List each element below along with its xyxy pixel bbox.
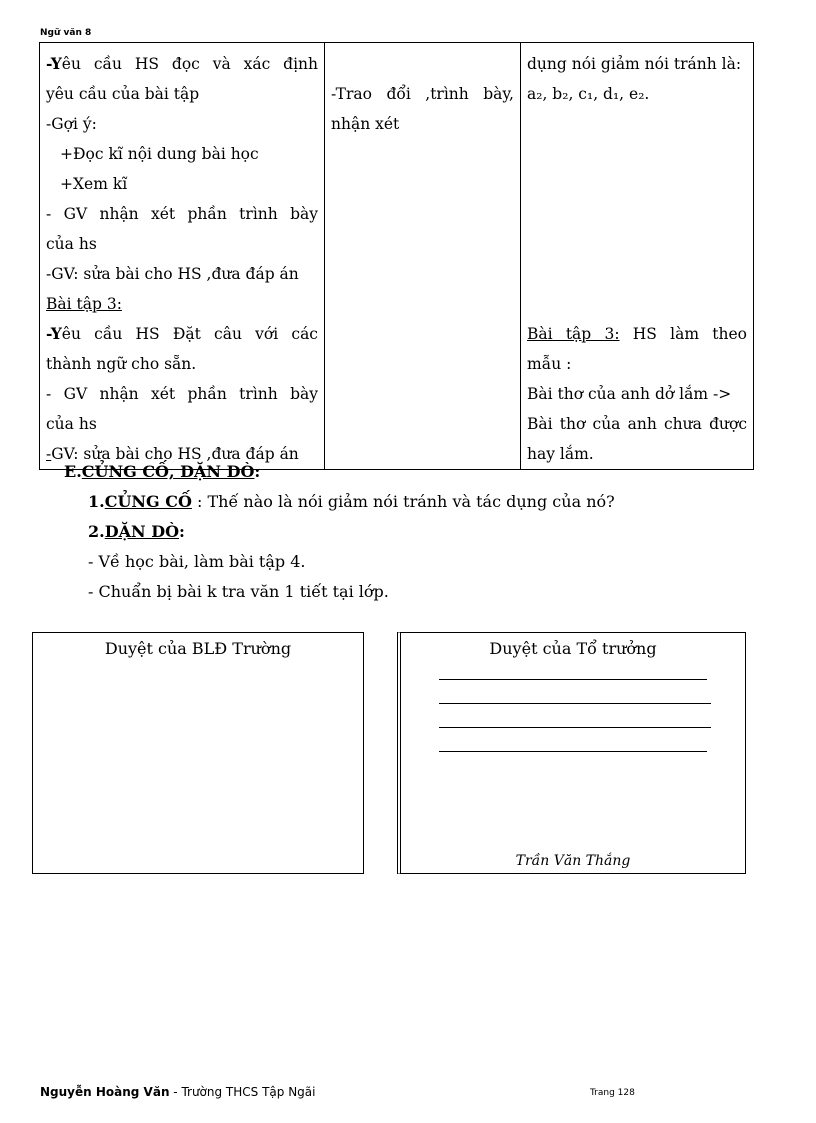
list-item: -GV: sửa bài cho HS ,đưa đáp án <box>46 265 299 283</box>
list-item: - GV nhận xét phần trình bày <box>46 205 318 223</box>
group-leader-approval-box <box>397 632 746 874</box>
list-item: yêu cầu của bài tập <box>46 85 200 103</box>
teacher-activity-cell <box>40 43 325 470</box>
principal-approval-box <box>32 632 364 874</box>
list-item: +Đọc kĩ nội dung bài học <box>60 145 259 163</box>
homework-item: - Chuẩn bị bài k tra văn 1 tiết tại lớp. <box>88 582 389 601</box>
list-item: Bài thơ của anh dở lắm -> <box>527 385 732 403</box>
comment-line <box>439 751 707 752</box>
list-item: +Xem kĩ <box>60 175 128 193</box>
group-leader-signature: Trần Văn Thắng <box>515 853 631 869</box>
exercise-3-answer-label: Bài tập 3: <box>527 325 620 343</box>
list-item: -Yêu cầu HS Đặt câu với các <box>46 324 318 343</box>
list-item: -GV: sửa bài cho HS ,đưa đáp án <box>46 445 299 463</box>
list-item: dụng nói giảm nói tránh là: <box>527 55 742 73</box>
comment-line <box>439 703 711 704</box>
homework-item: - Về học bài, làm bài tập 4. <box>88 552 306 571</box>
consolidation-question: 1.CỦNG CỐ : Thế nào là nói giảm nói tránh và tác dụng của nó? <box>88 492 615 511</box>
list-item: -Gợi ý: <box>46 115 97 133</box>
list-item: nhận xét <box>331 115 400 133</box>
exercise-3-label: Bài tập 3: <box>46 295 122 313</box>
list-item: Bài thơ của anh chưa được <box>527 415 747 433</box>
list-item: Bài tập 3: HS làm theo <box>527 325 748 343</box>
consolidation-section <box>64 457 615 607</box>
list-item: a₂, b₂, c₁, d₁, e₂. <box>527 85 650 103</box>
principal-approval-title: Duyệt của BLĐ Trường <box>104 639 292 658</box>
page-header-subject: Ngữ văn 8 <box>40 28 92 38</box>
list-item: mẫu : <box>527 355 572 373</box>
footer-author-line: Nguyễn Hoàng Văn - Trường THCS Tập Ngãi <box>40 1085 316 1099</box>
content-cell <box>521 43 754 470</box>
list-item: -Yêu cầu HS đọc và xác định <box>46 54 318 73</box>
group-leader-approval-title: Duyệt của Tổ trưởng <box>489 639 657 658</box>
comment-line <box>439 679 707 680</box>
homework-title: 2.DẶN DÒ: <box>88 522 185 541</box>
list-item: thành ngữ cho sẵn. <box>46 355 197 373</box>
list-item: -Trao đổi ,trình bày, <box>331 85 514 103</box>
list-item: của hs <box>46 415 97 433</box>
list-item: hay lắm. <box>527 445 594 463</box>
student-activity-cell <box>325 43 521 470</box>
page-number: Trang 128 <box>590 1088 635 1098</box>
section-title: E.CỦNG CỐ, DẶN DÒ: <box>64 462 261 481</box>
comment-line <box>439 727 711 728</box>
lesson-table <box>39 42 754 470</box>
list-item: - GV nhận xét phần trình bày <box>46 385 318 403</box>
table-row <box>40 43 754 470</box>
list-item: của hs <box>46 235 97 253</box>
